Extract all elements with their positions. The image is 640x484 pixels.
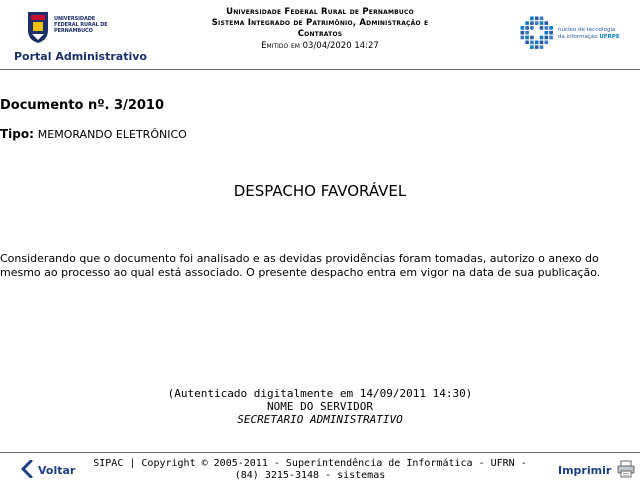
university-logo-text: UNIVERSIDADE FEDERAL RURAL DE PERNAMBUCO (54, 16, 108, 34)
university-logo (26, 10, 108, 48)
emitted-label: Emitido em (261, 41, 300, 51)
emitted-datetime: 03/04/2020 14:27 (302, 41, 379, 51)
nti-logo-ufpe: UFRPE (599, 34, 620, 40)
signature-block (0, 387, 640, 426)
header-title-block (160, 7, 480, 52)
nti-logo (520, 16, 630, 50)
page-footer (0, 452, 640, 484)
nti-logo-line1: núcleo de tecnologia (558, 27, 616, 33)
document-title: DESPACHO FAVORÁVEL (233, 182, 407, 200)
print-button-label: Imprimir (558, 464, 612, 477)
chevron-left-icon (20, 460, 34, 478)
signer-role: SECRETARIO ADMINISTRATIVO (237, 413, 403, 426)
print-button[interactable] (558, 459, 635, 479)
document-text: Considerando que o documento foi analisado e as devidas providências foram tomadas, autorizo o anexo do mesmo ao processo ao qual está associado. O presente despacho entra em vigor na data de sua publicação. (0, 252, 601, 279)
printer-icon (617, 460, 635, 478)
back-button-label: Voltar (38, 464, 76, 477)
document-type-value: MEMORANDO ELETRÔNICO (37, 128, 187, 141)
university-crest-icon (26, 10, 50, 44)
back-button[interactable] (20, 459, 75, 479)
document-number: Documento nº. 3/2010 (0, 98, 164, 113)
nti-logo-text (558, 27, 632, 41)
header-system-name-cont: Contratos (297, 29, 343, 39)
footer-copyright-line2: (84) 3215-3148 - sistemas (234, 470, 386, 481)
footer-copyright-line1: SIPAC | Copyright © 2005-2011 - Superintendência de Informática - UFRN - (93, 458, 527, 469)
signer-name: NOME DO SERVIDOR (267, 400, 373, 413)
emitted-info (160, 40, 480, 52)
document-type (0, 127, 187, 141)
nti-logo-line2: da informação (558, 34, 598, 40)
nti-dots-icon (520, 16, 554, 50)
authentication-note: (Autenticado digitalmente em 14/09/2011 14:30) (167, 387, 473, 400)
portal-administrativo-link[interactable]: Portal Administrativo (14, 50, 147, 63)
page-header (0, 0, 640, 70)
document-type-label: Tipo: (0, 127, 34, 141)
header-system-name: Sistema Integrado de Patrimônio, Administração e (211, 18, 429, 28)
header-university-name: Universidade Federal Rural de Pernambuco (226, 7, 414, 17)
footer-copyright (90, 458, 530, 482)
